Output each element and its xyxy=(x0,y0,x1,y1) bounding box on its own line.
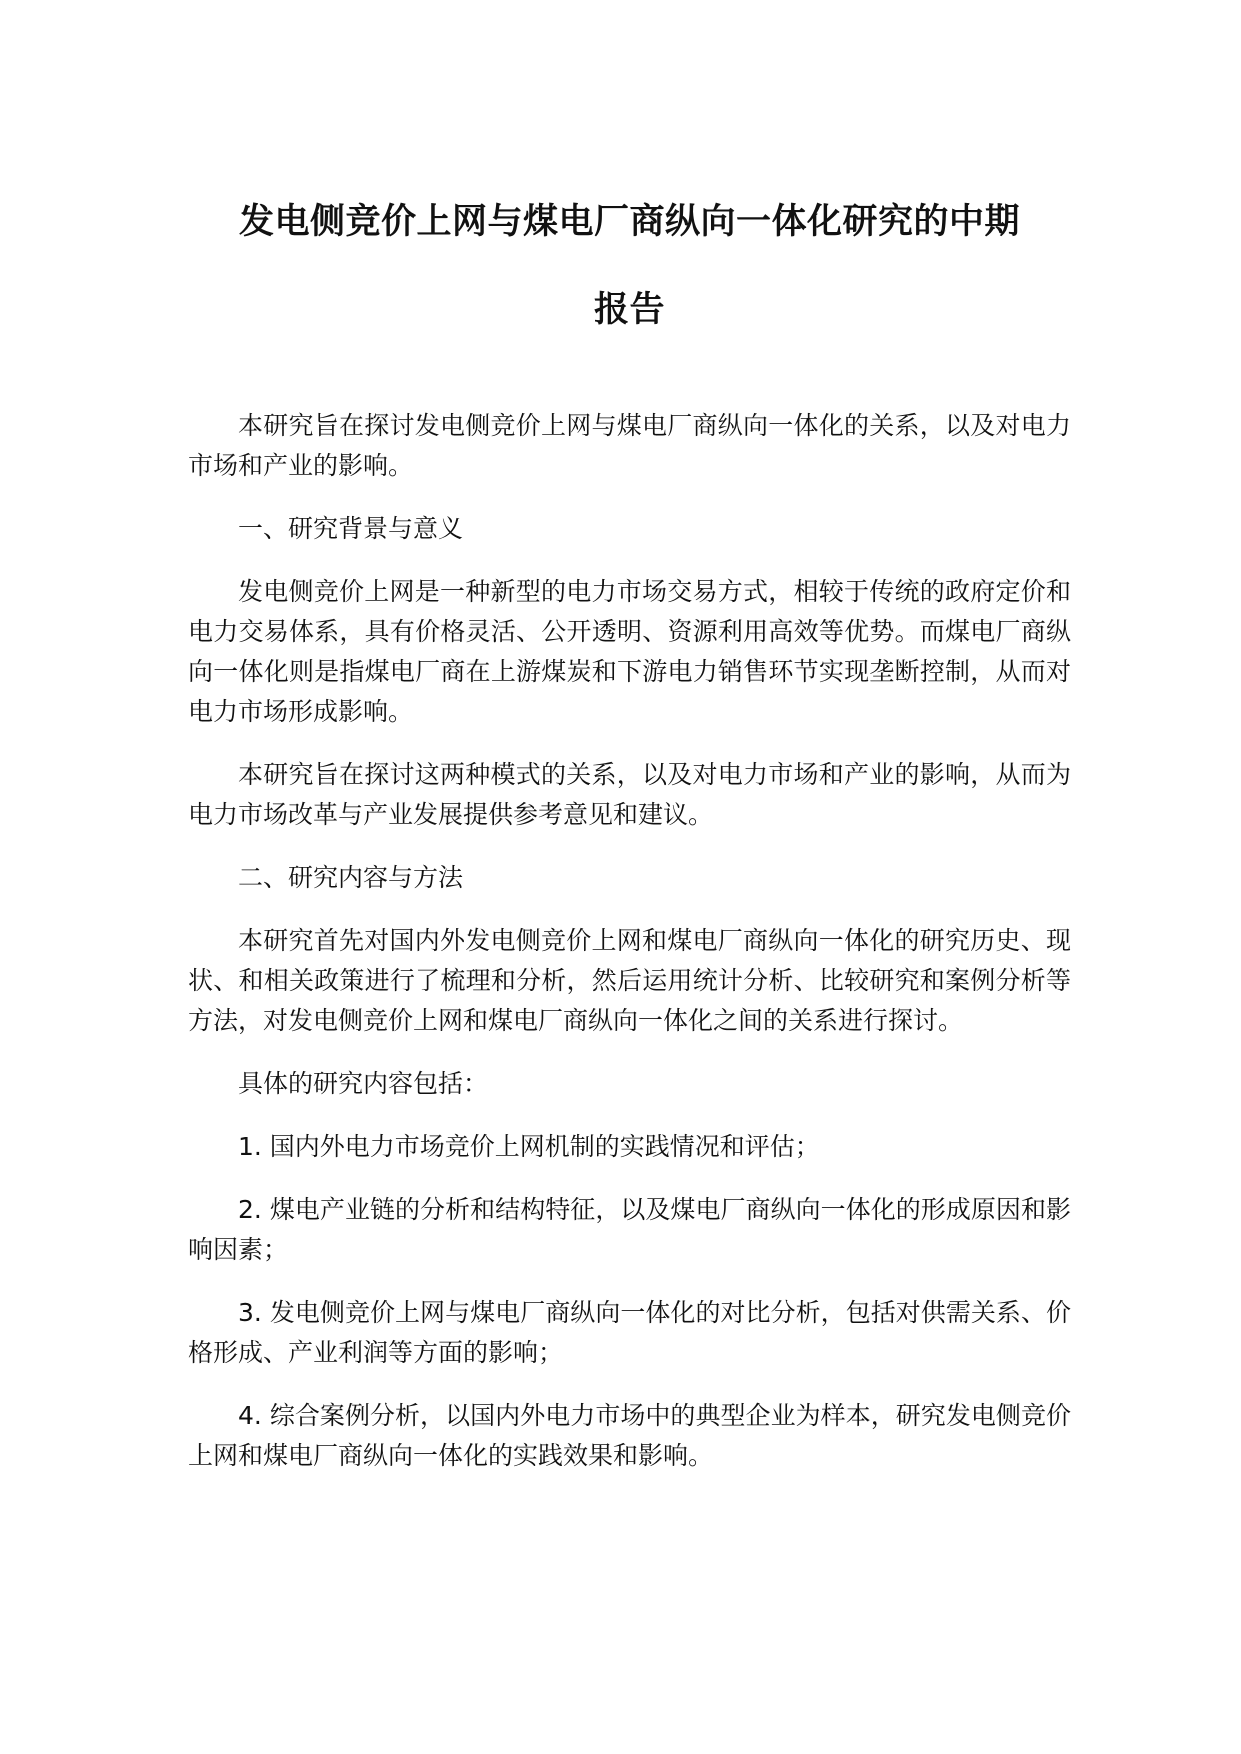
methods-paragraph: 本研究首先对国内外发电侧竞价上网和煤电厂商纵向一体化的研究历史、现状、和相关政策进行了梳理和分析，然后运用统计分析、比较研究和案例分析等方法，对发电侧竞价上网和煤电厂商纵向一体化之间的关系进行探讨。 xyxy=(188,926,1071,1035)
list-item-3: 3. 发电侧竞价上网与煤电厂商纵向一体化的对比分析，包括对供需关系、价格形成、产业利润等方面的影响； xyxy=(188,1298,1071,1367)
section-heading-methods: 二、研究内容与方法 xyxy=(238,863,464,892)
purpose-paragraph: 本研究旨在探讨这两种模式的关系，以及对电力市场和产业的影响，从而为电力市场改革与产业发展提供参考意见和建议。 xyxy=(188,760,1071,829)
title-line-2: 报告 xyxy=(593,290,665,330)
list-item-2: 2. 煤电产业链的分析和结构特征，以及煤电厂商纵向一体化的形成原因和影响因素； xyxy=(188,1195,1071,1264)
document-title xyxy=(188,178,1071,354)
title-line-1: 发电侧竞价上网与煤电厂商纵向一体化研究的中期 xyxy=(238,202,1020,242)
list-item-4: 4. 综合案例分析，以国内外电力市场中的典型企业为样本，研究发电侧竞价上网和煤电厂商纵向一体化的实践效果和影响。 xyxy=(188,1401,1071,1470)
content-list-intro: 具体的研究内容包括： xyxy=(238,1069,489,1098)
section-heading-background: 一、研究背景与意义 xyxy=(238,514,464,543)
document-body xyxy=(188,406,1071,1476)
background-paragraph: 发电侧竞价上网是一种新型的电力市场交易方式，相较于传统的政府定价和电力交易体系，具有价格灵活、公开透明、资源利用高效等优势。而煤电厂商纵向一体化则是指煤电厂商在上游煤炭和下游电力销售环节实现垄断控制，从而对电力市场形成影响。 xyxy=(188,577,1071,726)
list-item-1: 1. 国内外电力市场竞价上网机制的实践情况和评估； xyxy=(238,1132,820,1161)
intro-paragraph: 本研究旨在探讨发电侧竞价上网与煤电厂商纵向一体化的关系，以及对电力市场和产业的影响。 xyxy=(188,411,1071,480)
